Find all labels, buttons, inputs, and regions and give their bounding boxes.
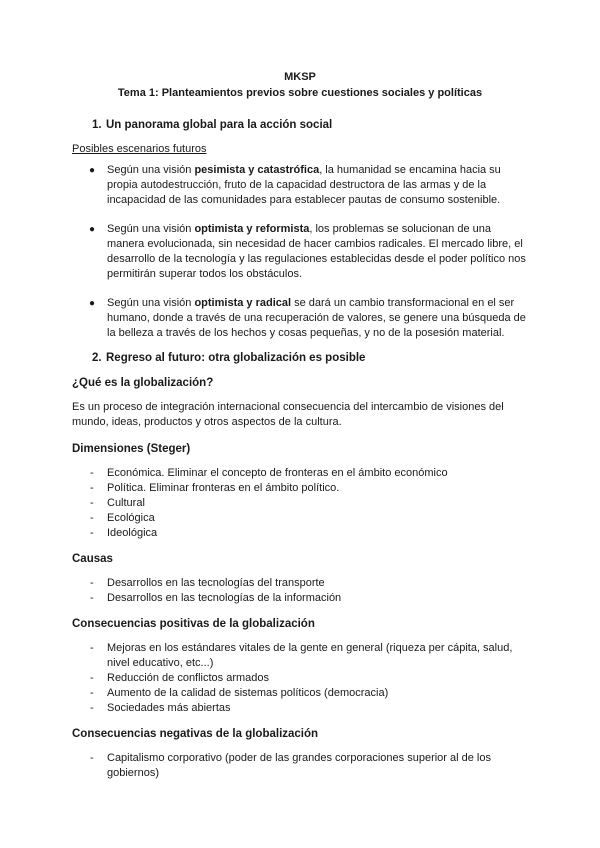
list-item-text: Capitalismo corporativo (poder de las grandes corporaciones superior al de los gobiernos) [107, 752, 491, 779]
scenario-pessimist [72, 163, 528, 208]
scenario-optimist-reformist [72, 222, 528, 282]
causas-list [72, 576, 528, 606]
dash-marker: - [90, 512, 94, 524]
list-item-text: Aumento de la calidad de sistemas políticos (democracia) [107, 687, 389, 699]
list-item [72, 751, 528, 781]
list-item-text: Mejoras en los estándares vitales de la gente en general (riqueza per cápita, salud, nivel educativo, etc...) [107, 642, 513, 669]
positivas-list [72, 641, 528, 716]
bullet-dot: ● [89, 298, 96, 309]
scenario-text-post: se dará un cambio transformacional en el ser humano, donde a través de una recuperación de valores, se genere una búsqueda de la belleza a través de los hechos y cosas pequeñas, y no de la posesión material. [107, 297, 526, 339]
list-item-text: Cultural [107, 497, 145, 509]
list-item-text: Económica. Eliminar el concepto de fronteras en el ámbito económico [107, 467, 448, 479]
list-item-text: Sociedades más abiertas [107, 702, 231, 714]
section-1-heading-text: Un panorama global para la acción social [106, 119, 333, 131]
section-2-number: 2. [92, 352, 102, 364]
positivas-heading: Consecuencias positivas de la globalización [72, 618, 315, 630]
dash-marker: - [90, 482, 94, 494]
scenarios-subheading: Posibles escenarios futuros [72, 143, 207, 155]
section-2-heading-text: Regreso al futuro: otra globalización es posible [106, 352, 366, 364]
causas-heading: Causas [72, 553, 113, 565]
dash-marker: - [90, 527, 94, 539]
bullet-dot: ● [89, 165, 96, 176]
scenario-text-pre: Según una visión [107, 223, 195, 235]
list-item-text: Ecológica [107, 512, 155, 524]
section-1-heading [72, 118, 528, 133]
list-item [72, 686, 528, 701]
list-item-text: Reducción de conflictos armados [107, 672, 270, 684]
que-es-text: Es un proceso de integración internacional consecuencia del intercambio de visiones del mundo, ideas, productos y otros aspectos de la cultura. [72, 401, 504, 428]
dash-marker: - [90, 672, 94, 684]
negativas-list [72, 751, 528, 781]
dash-marker: - [90, 642, 94, 654]
list-item [72, 701, 528, 716]
list-item [72, 671, 528, 686]
list-item-text: Desarrollos en las tecnologías de la información [107, 592, 342, 604]
dimensiones-list [72, 466, 528, 541]
dash-marker: - [90, 752, 94, 764]
negativas-heading: Consecuencias negativas de la globalización [72, 728, 319, 740]
scenario-text-pre: Según una visión [107, 164, 195, 176]
document-subtitle: Tema 1: Planteamientos previos sobre cuestiones sociales y políticas [117, 87, 483, 99]
dash-marker: - [90, 497, 94, 509]
dash-marker: - [90, 702, 94, 714]
dash-marker: - [90, 577, 94, 589]
scenario-optimist-radical [72, 296, 528, 341]
scenario-bold: optimista y radical [194, 297, 292, 309]
list-item [72, 641, 528, 671]
scenarios-list [72, 163, 528, 341]
section-1-number: 1. [92, 119, 102, 131]
list-item [72, 496, 528, 511]
list-item [72, 511, 528, 526]
list-item [72, 481, 528, 496]
dash-marker: - [90, 467, 94, 479]
document-title: MKSP [284, 71, 316, 83]
document-page [72, 70, 528, 781]
scenario-text-pre: Según una visión [107, 297, 195, 309]
section-2-heading [72, 351, 528, 366]
scenario-bold: optimista y reformista [194, 223, 310, 235]
list-item [72, 526, 528, 541]
bullet-dot: ● [89, 224, 96, 235]
que-es-heading: ¿Qué es la globalización? [72, 377, 214, 389]
scenario-text-post: , la humanidad se encamina hacia su propia autodestrucción, fruto de la capacidad destructora de las armas y de la incapacidad de las comunidades para establecer pautas de consumo sostenible. [107, 164, 501, 206]
list-item [72, 591, 528, 606]
dash-marker: - [90, 687, 94, 699]
list-item-text: Desarrollos en las tecnologías del transporte [107, 577, 325, 589]
scenario-bold: pesimista y catastrófica [194, 164, 320, 176]
dimensiones-heading: Dimensiones (Steger) [72, 443, 191, 455]
list-item-text: Política. Eliminar fronteras en el ámbito político. [107, 482, 340, 494]
list-item [72, 466, 528, 481]
scenario-text-post: , los problemas se solucionan de una manera evolucionada, sin necesidad de hacer cambios radicales. El mercado libre, el desarrollo de la tecnología y las regulaciones establecidas desde el poder político nos permitirán superar todos los obstáculos. [107, 223, 526, 280]
list-item-text: Ideológica [107, 527, 158, 539]
dash-marker: - [90, 592, 94, 604]
list-item [72, 576, 528, 591]
